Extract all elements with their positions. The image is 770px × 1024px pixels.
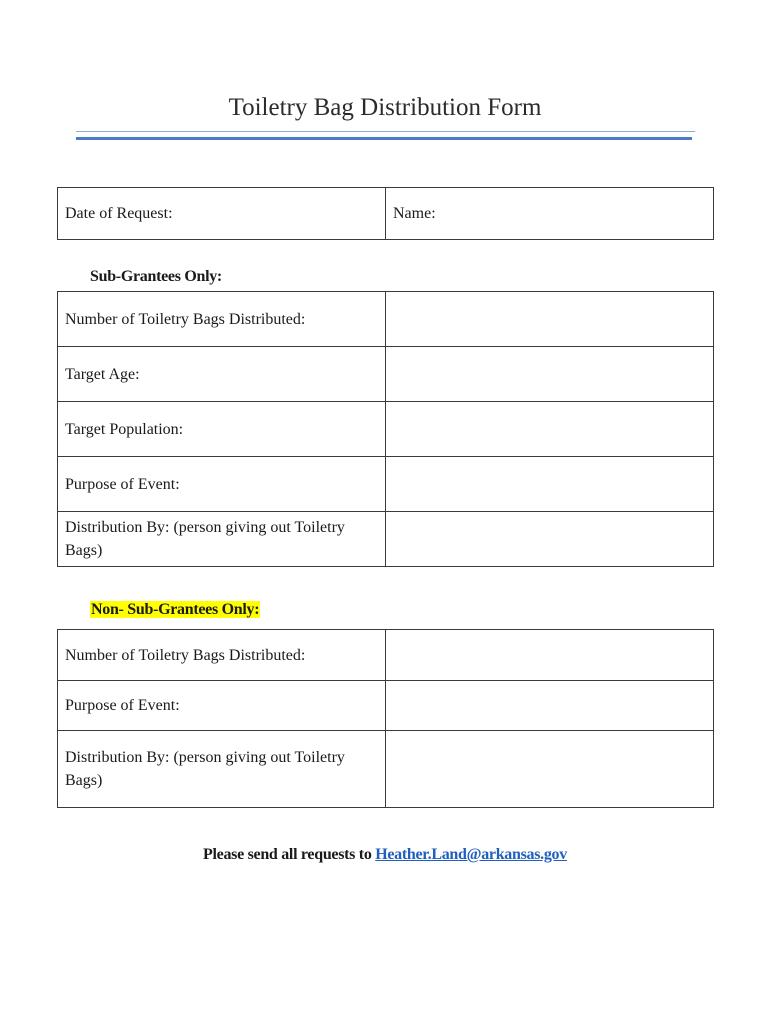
row-label: Purpose of Event: (58, 457, 386, 512)
title-divider-thin (76, 131, 695, 132)
bags-distributed-input[interactable] (386, 292, 714, 347)
bags-distributed-input[interactable] (386, 630, 714, 681)
target-population-input[interactable] (386, 402, 714, 457)
form-title: Toiletry Bag Distribution Form (228, 94, 542, 121)
row-label: Number of Toiletry Bags Distributed: (58, 630, 386, 681)
table-row (58, 292, 714, 347)
row-label: Purpose of Event: (58, 681, 386, 731)
name-label: Name: (393, 205, 436, 222)
distribution-by-input[interactable] (386, 512, 714, 567)
row-label: Target Population: (58, 402, 386, 457)
sub-grantees-heading: Sub-Grantees Only: (90, 268, 222, 285)
email-link[interactable]: Heather.Land@arkansas.gov (375, 846, 567, 863)
purpose-of-event-input[interactable] (386, 457, 714, 512)
header-row (58, 188, 714, 240)
date-of-request-label: Date of Request: (65, 205, 173, 222)
table-row (58, 347, 714, 402)
table-row (58, 681, 714, 731)
footer-note (0, 846, 770, 864)
table-row (58, 731, 714, 808)
row-label: Number of Toiletry Bags Distributed: (58, 292, 386, 347)
table-row (58, 630, 714, 681)
title-divider-thick (76, 137, 692, 140)
row-label: Distribution By: (person giving out Toiletry Bags) (58, 731, 386, 808)
table-row (58, 512, 714, 567)
date-of-request-field[interactable] (58, 188, 386, 240)
non-sub-grantees-heading-wrap (90, 601, 260, 619)
target-age-input[interactable] (386, 347, 714, 402)
distribution-by-input[interactable] (386, 731, 714, 808)
non-sub-grantees-heading: Non- Sub-Grantees Only: (91, 601, 260, 618)
header-fields-table (57, 187, 714, 240)
sub-grantees-table (57, 291, 714, 567)
name-field[interactable] (386, 188, 714, 240)
row-label: Target Age: (58, 347, 386, 402)
table-row (58, 457, 714, 512)
non-sub-grantees-table (57, 629, 714, 808)
table-row (58, 402, 714, 457)
footer-text: Please send all requests to (203, 846, 376, 863)
purpose-of-event-input[interactable] (386, 681, 714, 731)
row-label: Distribution By: (person giving out Toiletry Bags) (58, 512, 386, 567)
